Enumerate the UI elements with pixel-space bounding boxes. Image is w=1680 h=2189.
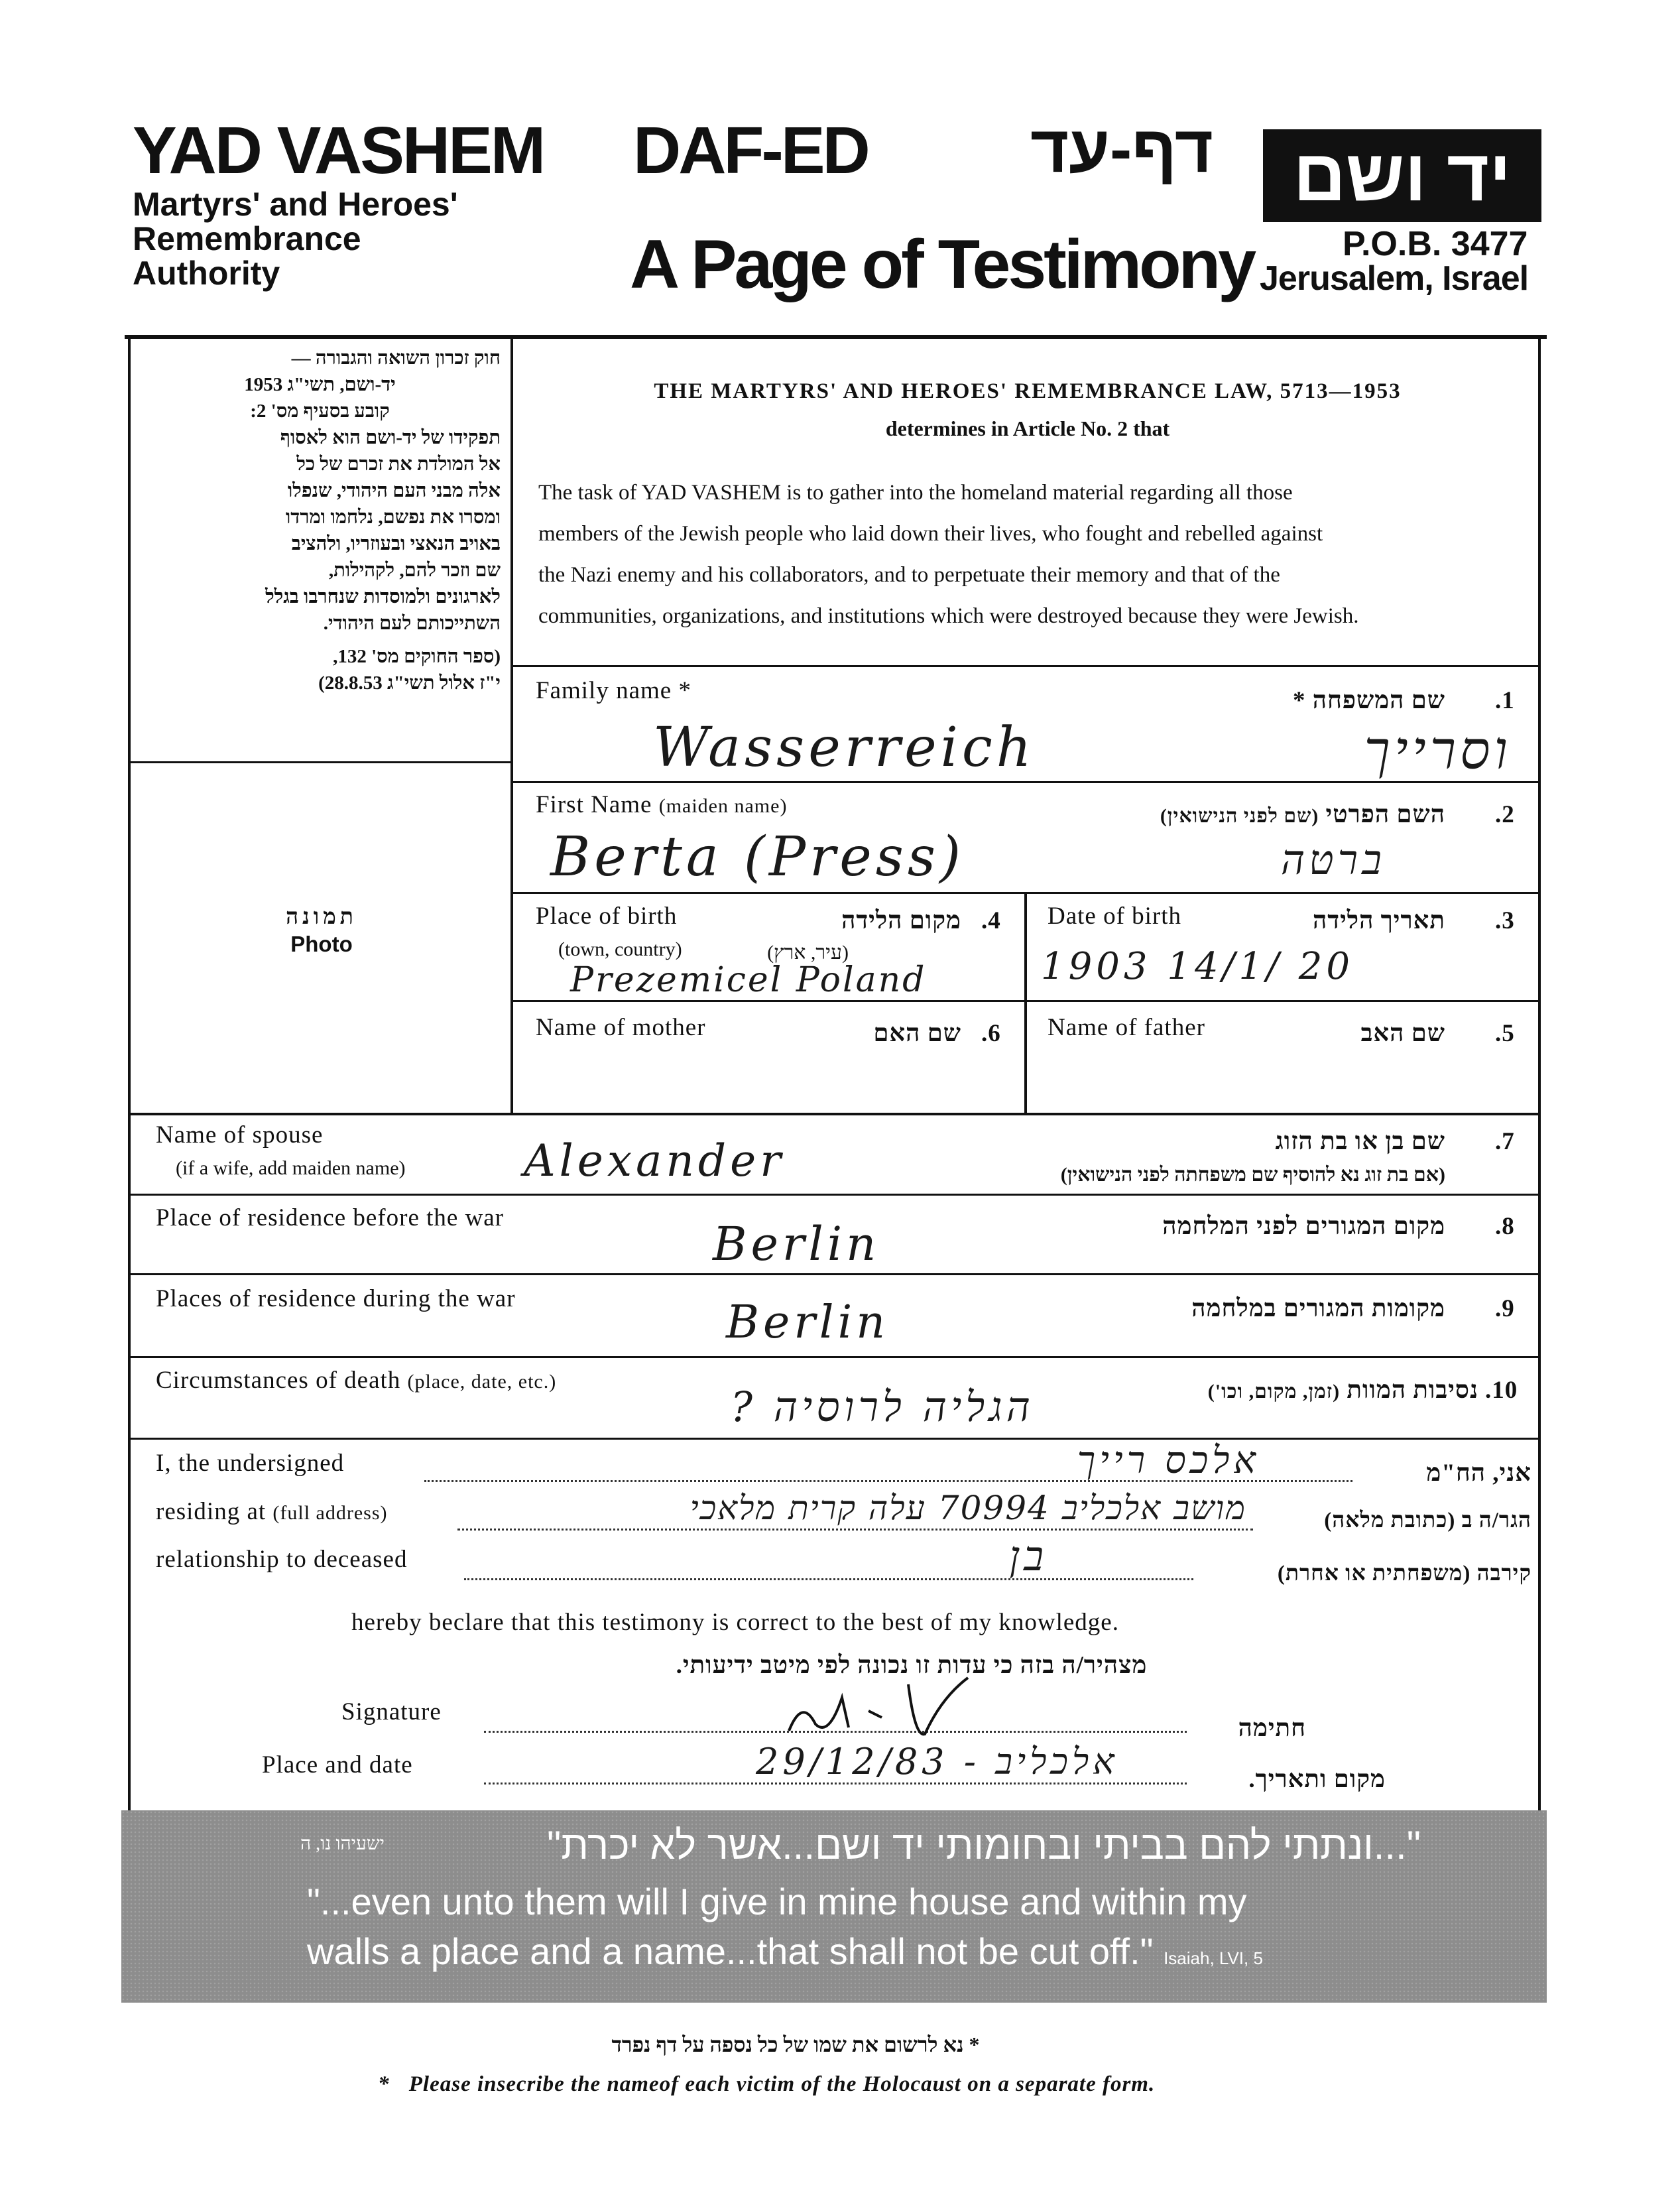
place-of-birth-hebrew: מקום הלידה [841, 907, 961, 934]
footer-english-line [378, 2072, 1155, 2097]
undersigned-hebrew: אני, הח"מ [1426, 1460, 1531, 1487]
birth-bottom [510, 1000, 1541, 1002]
signature-label: Signature [341, 1698, 442, 1725]
law-hebrew-line: אלה מבני העם היהודי, שנפלו [287, 480, 501, 501]
top-rule [125, 335, 1547, 339]
place-date-label: Place and date [262, 1751, 413, 1779]
undersigned-value[interactable]: אלכס רייך [1077, 1439, 1260, 1482]
before-bottom [128, 1273, 1541, 1275]
residence-before-hebrew: מקום המגורים לפני המלחמה [1162, 1213, 1445, 1240]
law-hebrew-line: חוק זכרון השואה והגבורה — [291, 347, 501, 369]
law-bottom [510, 665, 1541, 667]
spouse-bottom [128, 1194, 1541, 1196]
during-bottom [128, 1356, 1541, 1358]
law-body-line: The task of YAD VASHEM is to gather into the homeland material regarding all those [538, 481, 1293, 505]
mother-label: Name of mother [536, 1014, 706, 1041]
place-date-value[interactable]: 29/12/83 - אלכליב [756, 1741, 1118, 1782]
spouse-label-note: (if a wife, add maiden name) [176, 1157, 406, 1179]
residence-before-number: .8 [1495, 1213, 1515, 1240]
place-of-birth-number: .4 [981, 907, 1001, 934]
father-number: .5 [1495, 1020, 1515, 1047]
pob: P.O.B. 3477 [1343, 225, 1528, 263]
footer-star: * [378, 2072, 390, 2096]
law-body-line: communities, organizations, and institutions which were destroyed because they were Jewish. [538, 604, 1359, 628]
family-name-hebrew-value[interactable]: וסרייך [1364, 719, 1512, 781]
residence-during-label: Places of residence during the war [156, 1285, 516, 1312]
family-name-hebrew: שם המשפחה * [1292, 687, 1445, 714]
place-of-birth-value[interactable]: Prezemicel Poland [570, 960, 927, 1000]
death-bottom [128, 1438, 1541, 1440]
date-of-birth-hebrew: תאריך הלידה [1313, 907, 1445, 934]
law-body-line: the Nazi enemy and his collaborators, and to perpetuate their memory and that of the [538, 563, 1280, 587]
first-name-hebrew [915, 800, 1445, 829]
org-subtitle [133, 187, 458, 290]
death-value[interactable]: הגליה לרוסיה ? [730, 1383, 1034, 1431]
residing-line [457, 1529, 1253, 1531]
relationship-label: relationship to deceased [156, 1546, 408, 1573]
date-of-birth-label: Date of birth [1048, 903, 1182, 930]
law-hebrew-line: באויב הנאצי ובעוזריו, ולהציב [291, 533, 501, 554]
first-name-value[interactable]: Berta (Press) [550, 826, 965, 889]
org-subtitle-line: Authority [133, 255, 280, 292]
first-name-label [536, 790, 787, 819]
org-subtitle-line: Martyrs' and Heroes' [133, 186, 458, 223]
spouse-hebrew: שם בן או בת הזוג [1275, 1128, 1445, 1155]
undersigned-label: I, the undersigned [156, 1450, 345, 1477]
footer-hebrew: * נא לרשום את שמו של כל נספה על דף נפרד [611, 2033, 980, 2056]
residing-label-text: residing at [156, 1498, 267, 1525]
first-name-label-note: (maiden name) [658, 795, 788, 817]
family-name-value[interactable]: Wasserreich [653, 716, 1036, 779]
death-hebrew-note: (זמן, מקום, וכו') [1207, 1381, 1341, 1403]
date-of-birth-value[interactable]: 1903 14/1/ 20 [1041, 945, 1354, 988]
org-name: YAD VASHEM [133, 113, 544, 188]
relationship-line [464, 1578, 1193, 1580]
signature-mark [782, 1671, 994, 1744]
residing-hebrew: הגר/ה ב (כתובת מלאה) [1324, 1509, 1531, 1532]
family-name-label: Family name * [536, 677, 691, 704]
death-number: .10 [1485, 1377, 1518, 1404]
residence-during-value[interactable]: Berlin [726, 1296, 890, 1349]
mother-number: .6 [981, 1020, 1001, 1047]
family-name-number: .1 [1495, 687, 1515, 714]
banner-hebrew-ref: ישעיהו נו, ה [300, 1834, 385, 1854]
right-border [1538, 335, 1541, 1810]
signature-hebrew: חתימה [1238, 1715, 1306, 1742]
residing-label-note: (full address) [272, 1502, 388, 1524]
law-title: THE MARTYRS' AND HEROES' REMEMBRANCE LAW, 5713—1953 [654, 379, 1402, 403]
photo-hebrew: תמונה [286, 905, 357, 929]
law-divider [510, 335, 513, 1114]
law-body-line: members of the Jewish people who laid down their lives, who fought and rebelled against [538, 522, 1323, 546]
relationship-hebrew: קירבה (משפחתית או אחרת) [1277, 1562, 1531, 1586]
org-subtitle-line: Remembrance [133, 220, 361, 257]
death-label-note: (place, date, etc.) [407, 1371, 557, 1393]
death-hebrew-text: נסיבות המוות [1347, 1377, 1478, 1404]
law-hebrew-line: קובע בסעיף מס' 2: [250, 401, 390, 422]
spouse-hebrew-note: (אם בת זוג נא להוסיף שם משפחתה לפני הנישואין) [1060, 1164, 1445, 1186]
footer-english: Please insecribe the nameof each victim of the Holocaust on a separate form. [408, 2072, 1156, 2096]
place-of-birth-hebrew-note: (עיר, ארץ) [767, 942, 849, 964]
first-name-number: .2 [1495, 801, 1515, 828]
form-title-hebrew: דף-עד [1030, 112, 1213, 186]
parents-bottom [128, 1113, 1541, 1115]
declare-text: hereby beclare that this testimony is correct to the best of my knowledge. [351, 1609, 1119, 1636]
residence-before-label: Place of residence before the war [156, 1204, 505, 1231]
quote-banner [121, 1810, 1547, 2003]
law-hebrew-line: תפקידו של יד-ושם הוא לאסוף [280, 427, 501, 448]
law-hebrew-line: לארגונים ולמוסדות שנחרבו בגלל [265, 586, 501, 607]
law-hebrew-line: ומסרו את נפשם, נלחמו ומרדו [285, 507, 501, 528]
banner-line2-text: walls a place and a name...that shall not be cut off." [307, 1930, 1154, 1972]
banner-ref: Isaiah, LVI, 5 [1164, 1948, 1263, 1968]
date-of-birth-number: .3 [1495, 907, 1515, 934]
death-label-text: Circumstances of death [156, 1367, 401, 1394]
place-date-line [484, 1782, 1187, 1784]
mother-hebrew: שם האם [873, 1020, 961, 1047]
residence-before-value[interactable]: Berlin [713, 1217, 880, 1271]
residence-during-hebrew: מקומות המגורים במלחמה [1191, 1295, 1445, 1322]
first-name-label-text: First Name [536, 791, 652, 818]
logo: יד ושם [1263, 129, 1541, 222]
law-hebrew-line: אל המולדת את זכרם של כל [296, 454, 501, 475]
residing-label [156, 1497, 388, 1526]
law-left-box-bottom [128, 761, 512, 763]
father-label: Name of father [1048, 1014, 1205, 1041]
place-of-birth-note: (town, country) [558, 938, 682, 960]
banner-hebrew: "...ונתתי להם בביתי ובחומותי יד ושם...אשר לא יכרת" [547, 1823, 1421, 1867]
photo-label: Photo [290, 932, 353, 956]
death-label [156, 1366, 556, 1395]
law-body [538, 472, 1533, 637]
father-hebrew: שם האב [1360, 1020, 1445, 1047]
first-name-hebrew-value[interactable]: ברטה [1280, 836, 1386, 884]
spouse-number: .7 [1495, 1128, 1515, 1155]
residing-value[interactable]: מושב אלכליב 70994 עלה קרית מלאכי [690, 1489, 1246, 1527]
relationship-value[interactable]: בן [1009, 1532, 1048, 1580]
left-border [128, 335, 131, 1810]
law-hebrew-line: שם וזכר להם, לקהילות, [328, 560, 501, 581]
law-hebrew-ref: (ספר החוקים מס' 132, [333, 646, 501, 667]
banner-line2 [307, 1930, 1263, 1973]
place-of-birth-label: Place of birth [536, 903, 678, 930]
residence-during-number: .9 [1495, 1295, 1515, 1322]
law-subtitle: determines in Article No. 2 that [885, 416, 1170, 440]
birth-mid [1024, 892, 1027, 1114]
declare-hebrew: מצהיר/ה בזה כי עדות זו נכונה לפי מיטב ידיעותי. [676, 1652, 1148, 1679]
city: Jerusalem, Israel [1260, 259, 1529, 298]
signature-stroke [789, 1678, 968, 1734]
spouse-label: Name of spouse [156, 1121, 324, 1149]
first-name-hebrew-note: (שם לפני הנישואין) [1160, 805, 1319, 827]
form-subtitle: A Page of Testimony [630, 226, 1254, 303]
law-hebrew-line: השתייכותם לעם היהודי. [323, 613, 501, 634]
law-hebrew-line: יד-ושם, תשי"ג 1953 [244, 374, 396, 395]
place-date-hebrew: מקום ותאריך. [1248, 1766, 1386, 1793]
death-hebrew [1048, 1376, 1478, 1405]
law-hebrew-ref: י"ז אלול תשי"ג 28.8.53) [318, 672, 501, 694]
first-name-hebrew-text: השם הפרטי [1325, 801, 1445, 828]
banner-line1: "...even unto them will I give in mine house and within my [307, 1881, 1247, 1922]
spouse-value[interactable]: Alexander [524, 1135, 785, 1186]
law-hebrew [139, 345, 501, 696]
form-title: DAF-ED [633, 113, 868, 188]
